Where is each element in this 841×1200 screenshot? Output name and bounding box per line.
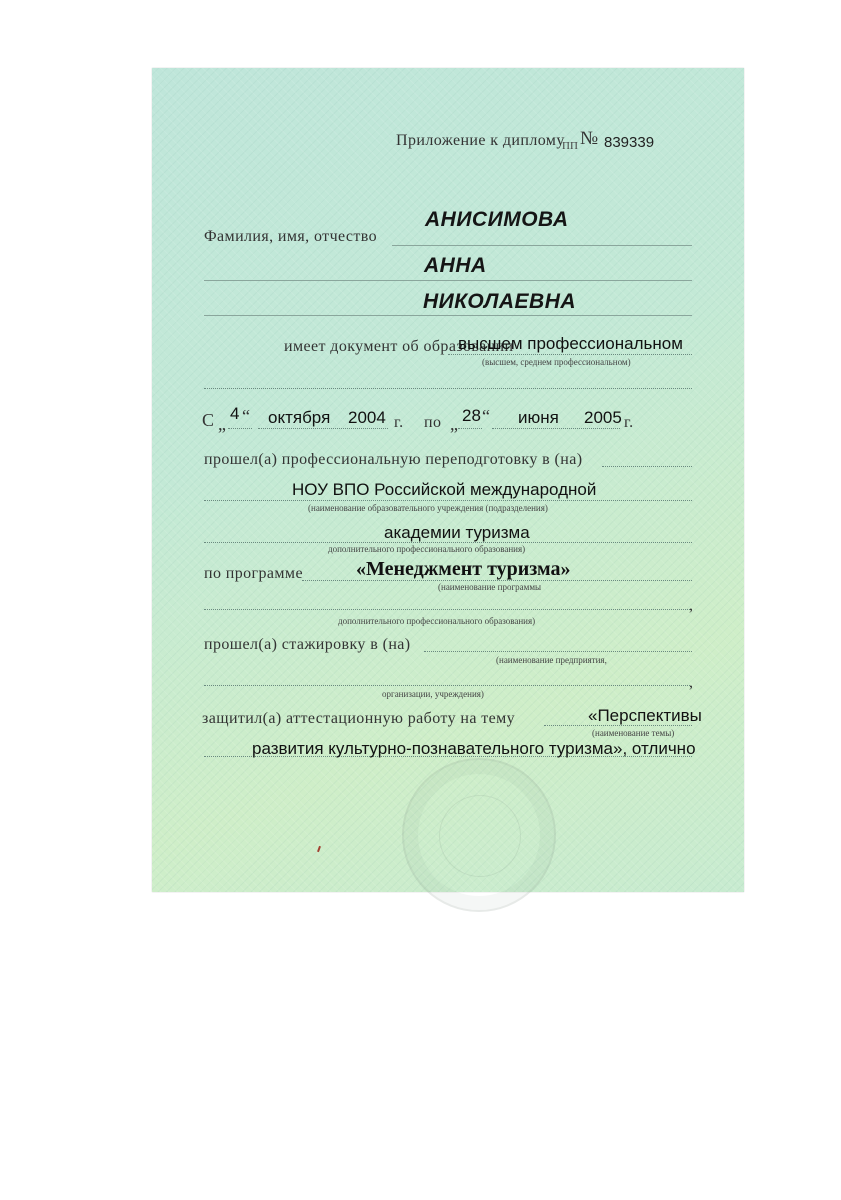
to-day: 28 (462, 406, 481, 425)
education-value: высшем профессиональном (458, 334, 683, 353)
from-day: 4 (230, 404, 240, 423)
program-hint-1: (наименование программы (438, 582, 542, 592)
internship-hint-2: организации, учреждения) (382, 689, 484, 699)
institution-line2: академии туризма (384, 523, 530, 542)
thesis-label: защитил(а) аттестационную работу на тему (202, 710, 516, 727)
to-month: июня (518, 408, 559, 427)
faint-seal (402, 758, 556, 912)
internship-hint-1: (наименование предприятия, (496, 655, 607, 665)
surname: АНИСИМОВА (425, 208, 569, 231)
institution-hint-2: дополнительного профессионального образования) (328, 544, 526, 554)
from-year-suffix: г. (394, 414, 404, 431)
thesis-topic-line2: развития культурно-познавательного туризма», отлично (252, 739, 696, 758)
to-quote-open: „ (450, 414, 459, 434)
program-line-2 (204, 609, 690, 610)
internship-comma: , (689, 674, 694, 691)
retraining-line (602, 466, 692, 467)
number-sign: № (580, 128, 599, 149)
first-name: АННА (424, 254, 487, 277)
from-day-line (228, 428, 252, 429)
education-line-2 (204, 388, 692, 389)
internship-line (424, 651, 692, 652)
thesis-hint: (наименование темы) (592, 728, 675, 738)
program-label: по программе (204, 565, 303, 582)
program-comma: , (689, 597, 694, 614)
diploma-number: 839339 (604, 134, 655, 151)
fio-line-2 (204, 280, 692, 281)
header-title: Приложение к диплому (396, 132, 565, 149)
program-value: «Менеджмент туризма» (356, 558, 571, 580)
to-day-line (458, 428, 482, 429)
retraining-label: прошел(а) профессиональную переподготовку в (на) (204, 451, 583, 468)
from-month-line (258, 428, 388, 429)
from-label: С (202, 410, 215, 430)
to-year-suffix: г. (624, 414, 634, 431)
diploma-supplement-sheet (152, 68, 744, 892)
patronymic: НИКОЛАЕВНА (423, 290, 577, 313)
fio-line-1 (392, 245, 692, 246)
institution-line-1 (204, 500, 692, 501)
to-label: по (424, 414, 442, 431)
ink-mark (317, 846, 321, 852)
series-letters: ПП (562, 140, 578, 152)
institution-hint-1: (наименование образовательного учреждения (подразделения) (308, 503, 548, 513)
thesis-topic-line1: «Перспективы (588, 706, 702, 725)
fio-line-3 (204, 315, 692, 316)
from-year: 2004 (348, 408, 386, 427)
program-hint-2: дополнительного профессионального образования) (338, 616, 536, 626)
education-line (448, 354, 692, 355)
to-quote-close: “ (482, 406, 491, 426)
fio-label: Фамилия, имя, отчество (204, 228, 378, 245)
education-hint: (высшем, среднем профессиональном) (482, 357, 631, 367)
from-quote-close: “ (242, 406, 251, 426)
to-year: 2005 (584, 408, 622, 427)
institution-line1: НОУ ВПО Российской международной (292, 480, 597, 499)
internship-line-2 (204, 685, 690, 686)
internship-label: прошел(а) стажировку в (на) (204, 636, 411, 653)
to-month-line (492, 428, 620, 429)
from-quote-open: „ (218, 414, 227, 434)
education-label: имеет документ об образовании (284, 338, 514, 355)
from-month: октября (268, 408, 331, 427)
